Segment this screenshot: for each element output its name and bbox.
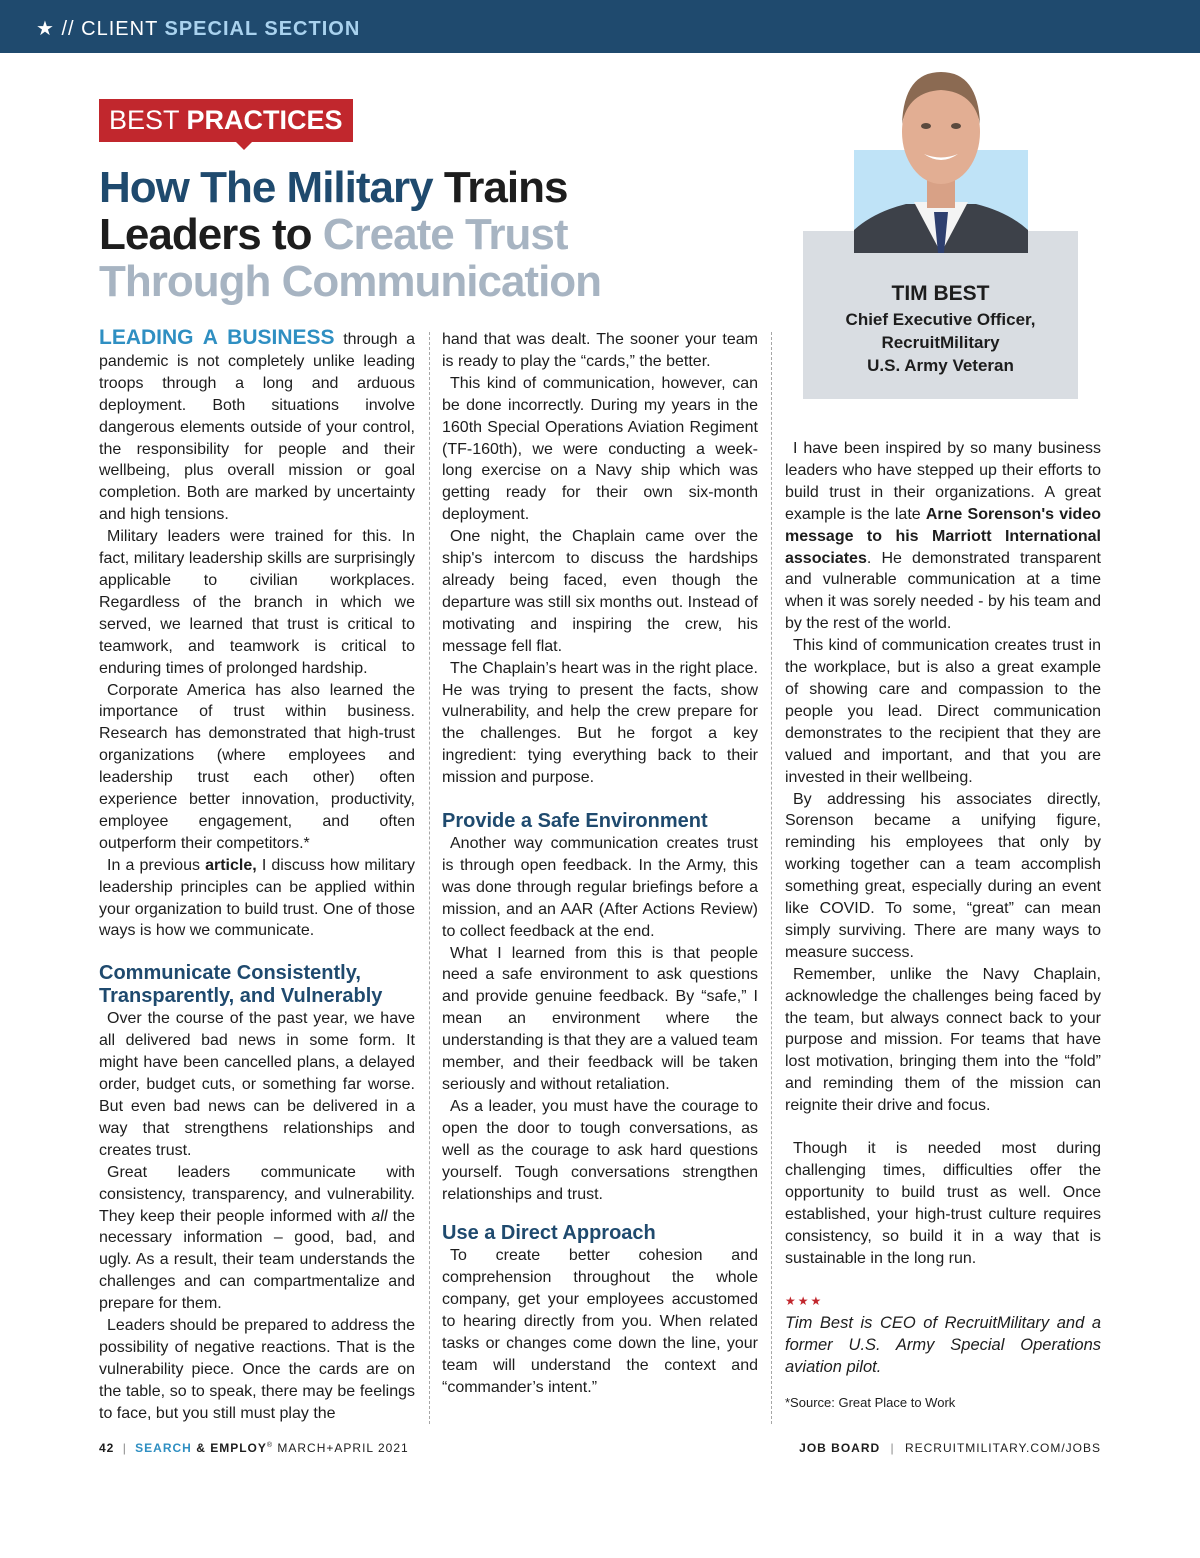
paragraph: To create better cohesion and comprehension throughout the whole company, get your employees accustomed to hearing directly from you. When related tasks or changes come down the line, your team will understand the context and “commander’s intent.”: [442, 1247, 758, 1396]
headline-part-3: Leaders to: [99, 210, 312, 259]
paragraph: Remember, unlike the Navy Chaplain, acknowledge the challenges being faced by the team, but always connect back to your purpose and mission. For teams that have lost motivation, bringing them into the “fold” and reminding them of the mission can reignite their drive and focus.: [785, 965, 1101, 1115]
star-divider-icon: ★★★: [785, 1293, 824, 1308]
issue-date: MARCH+APRIL 2021: [277, 1441, 409, 1455]
paragraph: [99, 1162, 415, 1315]
paragraph: The Chaplain’s heart was in the right place. He was trying to present the facts, show vulnerability, and help the crew prepare for the challenges. But he forgot a key ingredient: tying everything back to their mission and purpose.: [442, 659, 758, 787]
paragraph: Military leaders were trained for this. In fact, military leadership skills are surprisingly applicable to civilian workplaces. Regardless of the branch in which we served, we learned that trust is critical to teamwork, and teamwork is critical to enduring times of prolonged hardship.: [99, 528, 415, 677]
paragraph: [99, 327, 415, 526]
article-link[interactable]: article,: [205, 856, 257, 874]
category-tag-pointer: [236, 142, 252, 150]
paragraph: This kind of communication creates trust in the workplace, but is also a great example of showing care and compassion to the people you lead. Direct communication demonstrates to the recipient that they are valued and important, and that you are invested in their wellbeing.: [785, 637, 1101, 786]
lead-in: LEADING A BUSINESS: [99, 326, 335, 349]
headline-part-2: Trains: [443, 163, 568, 212]
paragraph-text: I discuss how military leadership principles can be applied within your organization to build trust. One of those ways is how we communicate.: [99, 856, 415, 940]
paragraph: As a leader, you must have the courage to open the door to tough conversations, as well as the courage to ask hard questions yourself. Tough conversations strengthen relationships and trust.: [442, 1097, 758, 1203]
paragraph-text: I have been inspired by so many business leaders who have stepped up their efforts to build trust in their organizations. A great example is the late: [785, 440, 1101, 523]
paragraph-text: . He demonstrated transparent and vulnerable communication at a time when it was sorely needed - by his team and by the rest of the world.: [785, 549, 1101, 633]
section-header: [36, 16, 360, 41]
author-details: [803, 281, 1078, 377]
paragraph: Corporate America has also learned the importance of trust within business. Research has demonstrated that high-trust organizations (where employees and leadership trust each other) often experience better innovation, productivity, employee engagement, and often outperform their competitors.*: [99, 681, 415, 852]
paragraph: [99, 855, 415, 943]
paragraph: Over the course of the past year, we have all delivered bad news in some form. It might have been cancelled plans, a delayed order, budget cuts, or something far worse. But even bad news can be delivered in a way that strengthens relationships and creates trust.: [99, 1010, 415, 1159]
paragraph: This kind of communication, however, can be done incorrectly. During my years in the 160th Special Operations Aviation Regiment (TF-160th), we were conducting a week-long exercise on a Navy ship which was getting ready for their own six-month deployment.: [442, 374, 758, 524]
subheading: Use a Direct Approach: [442, 1222, 656, 1245]
page-footer-left: [99, 1441, 409, 1455]
headline-part-5: Through Communication: [99, 257, 602, 306]
magazine-ampersand: &: [196, 1441, 206, 1455]
paragraph: Though it is needed most during challenging times, difficulties offer the opportunity to build trust as well. Once established, your high-trust culture requires consistency, so build it in a way that is sustainable in the long run.: [785, 1140, 1101, 1267]
job-board-label: JOB BOARD: [799, 1441, 881, 1455]
column-divider-1: [429, 332, 430, 1424]
article-column-3: [785, 438, 1101, 1411]
star-icon: ★: [36, 18, 55, 40]
headline-part-4: Create Trust: [322, 210, 568, 259]
paragraph: [785, 438, 1101, 635]
author-title: Chief Executive Officer,: [845, 310, 1036, 329]
paragraph: By addressing his associates directly, Sorenson became a unifying figure, reminding his employees that only by working together can a team accomplish something great, especially during an event like COVID. To some, “great” can mean simply surviving. There are many ways to measure success.: [785, 790, 1101, 961]
paragraph: One night, the Chaplain came over the ship's intercom to discuss the hardships already being faced, even though the departure was still six months out. Instead of motivating and inspiring the crew, his message fell flat.: [442, 528, 758, 655]
paragraph: hand that was dealt. The sooner your team is ready to play the “cards,” the better.: [442, 331, 758, 370]
column-divider-2: [771, 332, 772, 1424]
magazine-name-1: SEARCH: [135, 1441, 192, 1455]
author-name: TIM BEST: [891, 282, 990, 305]
category-tag: [99, 99, 353, 142]
article-column-1: [99, 327, 415, 1425]
registered-mark: ®: [266, 1442, 274, 1449]
author-bio: Tim Best is CEO of RecruitMilitary and a former U.S. Army Special Operations aviation pilot.: [785, 1313, 1101, 1376]
source-note: *Source: Great Place to Work: [785, 1394, 956, 1410]
article-column-2: [442, 329, 758, 1399]
magazine-name-2: EMPLOY: [210, 1441, 267, 1455]
subheading: Provide a Safe Environment: [442, 810, 708, 833]
article-headline: [99, 164, 739, 305]
job-board-url[interactable]: RECRUITMILITARY.COM/JOBS: [904, 1441, 1101, 1455]
subheading: Communicate Consistently, Transparently, and Vulnerably: [99, 962, 383, 1008]
page-number: 42: [99, 1441, 115, 1455]
paragraph: Another way communication creates trust is through open feedback. In the Army, this was done through regular briefings before a mission, and an AAR (After Actions Review) to collect feedback at the end.: [442, 835, 758, 940]
category-tag-light: BEST: [109, 105, 180, 135]
video-link[interactable]: Arne Sorenson's video message to his Marriott International associates: [785, 505, 1102, 567]
paragraph-text: In a previous: [107, 856, 200, 874]
section-header-bar: [0, 0, 1200, 53]
author-service: U.S. Army Veteran: [867, 356, 1014, 375]
page-footer-right: [799, 1441, 1101, 1455]
footer-separator: |: [122, 1441, 127, 1455]
paragraph-text: the necessary information – good, bad, and ugly. As a result, their team understands the challenges and can compartmentalize and prepare for them.: [99, 1207, 415, 1313]
emphasis: all: [371, 1207, 388, 1225]
footer-separator: |: [890, 1441, 895, 1455]
section-title: SPECIAL SECTION: [164, 18, 361, 40]
author-portrait: [854, 62, 1028, 253]
paragraph-text: Great leaders communicate with consistency, transparency, and vulnerability. They keep their people informed with: [99, 1163, 415, 1225]
paragraph: What I learned from this is that people need a safe environment to ask questions and provide genuine feedback. By “safe,” I mean an environment where the understanding is that they are a valued team member, and their feedback will be taken seriously and without retaliation.: [442, 944, 758, 1093]
category-tag-bold: PRACTICES: [186, 105, 343, 135]
paragraph-text: through a pandemic is not completely unlike leading troops through a long and arduous deployment. Both situations involve dangerous elements outside of your control, the responsibility for people and their wellbeing, plus overall mission or goal completion. Both are marked by uncertainty and high tensions.: [99, 331, 416, 524]
headline-part-1: How The Military: [99, 163, 433, 212]
author-company: RecruitMilitary: [881, 333, 1000, 352]
section-prefix: // CLIENT: [61, 18, 158, 40]
paragraph: Leaders should be prepared to address the possibility of negative reactions. That is the vulnerability piece. Once the cards are on the table, so to speak, there may be feelings to face, but you still must play the: [99, 1317, 415, 1422]
